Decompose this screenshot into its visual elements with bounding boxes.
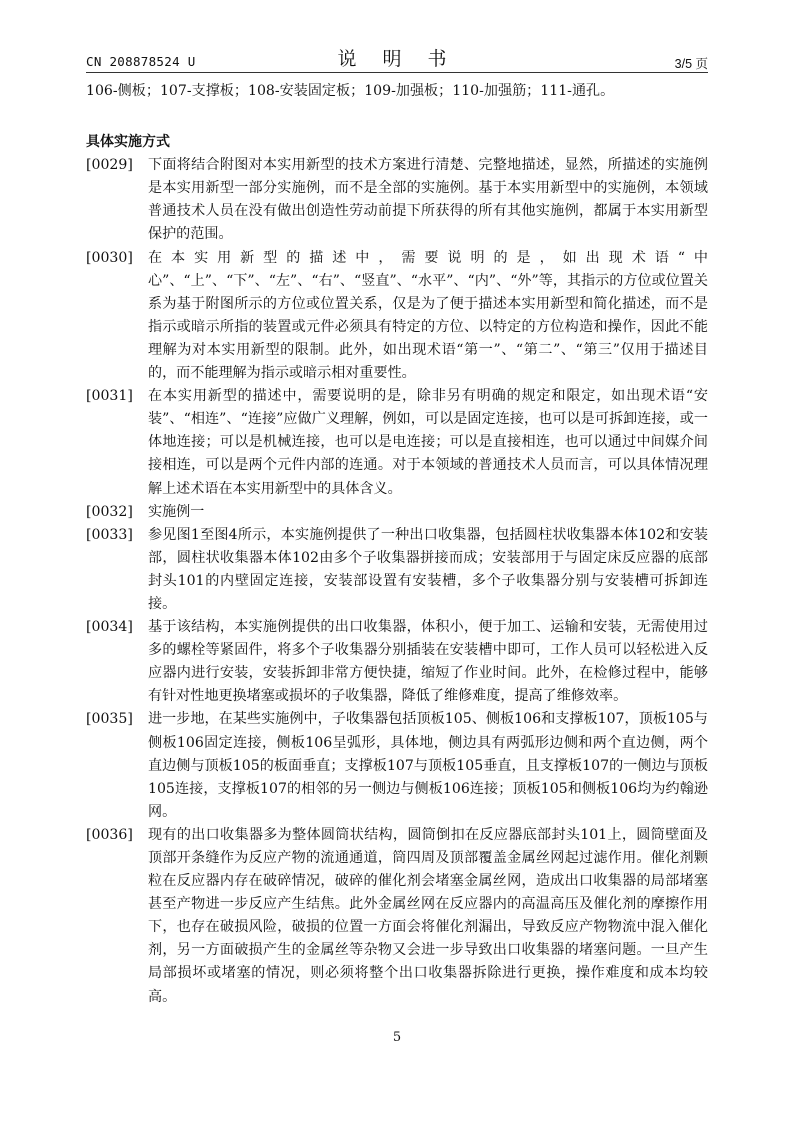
- paragraph-0029: [86, 154, 708, 246]
- paragraph-0036: [86, 824, 708, 1009]
- page-header: [86, 38, 708, 74]
- paragraph-number: [0030]: [86, 249, 133, 266]
- paragraph-0033: [86, 524, 708, 616]
- paragraph-number: [0035]: [86, 711, 133, 728]
- paragraph-0035: [86, 708, 708, 823]
- paragraph-text: 现有的出口收集器多为整体圆筒状结构，圆筒倒扣在反应器底部封头101上，圆筒壁面及顶部开条缝作为反应产物的流通通道，筒四周及顶部覆盖金属丝网起过滤作用。催化剂颗粒在反应器内存在破碎情况，破碎的催化剂会堵塞金属丝网，造成出口收集器的局部堵塞甚至产物进一步反应产生结焦。此外金属丝网在反应器内的高温高压及催化剂的摩擦作用下，也存在破损风险，破损的位置一方面会将催化剂漏出，导致反应产物物流中混入催化剂，另一方面破损产生的金属丝等杂物又会进一步导致出口收集器的堵塞问题。一旦产生局部损坏或堵塞的情况，则必须将整个出口收集器拆除进行更换，操作难度和成本均较高。: [148, 826, 708, 1005]
- continued-text: 106-侧板；107-支撑板；108-安装固定板；109-加强板；110-加强筋；111-通孔。: [86, 83, 615, 99]
- paragraph-number: [0034]: [86, 619, 133, 636]
- patent-number: CN 208878524 U: [86, 54, 196, 69]
- paragraph-text: 在本实用新型的描述中，需要说明的是，如出现术语“中心”、“上”、“下”、“左”、“右”、“竖直”、“水平”、“内”、“外”等，其指示的方位或位置关系为基于附图所示的方位或位置关系，仅是为了便于描述本实用新型和简化描述，而不是指示或暗示所指的装置或元件必须具有特定的方位、以特定的方位构造和操作，因此不能理解为对本实用新型的限制。此外，如出现术语“第一”、“第二”、“第三”仅用于描述目的，而不能理解为指示或暗示相对重要性。: [148, 249, 708, 382]
- paragraph-text: 进一步地，在某些实施例中，子收集器包括顶板105、侧板106和支撑板107，顶板105与侧板106固定连接，侧板106呈弧形，具体地，侧边具有两弧形边侧和两个直边侧，两个直边侧与顶板105的板面垂直；支撑板107与顶板105垂直，且支撑板107的一侧边与顶板105连接，支撑板107的相邻的另一侧边与侧板106连接；顶板105和侧板106均为约翰逊网。: [148, 711, 708, 820]
- paragraph-number: [0036]: [86, 826, 133, 843]
- paragraph-0032: [86, 501, 708, 524]
- paragraph-text: 在本实用新型的描述中，需要说明的是，除非另有明确的规定和限定，如出现术语“安装”、“相连”、“连接”应做广义理解，例如，可以是固定连接，也可以是可拆卸连接，或一体地连接；可以是机械连接，也可以是电连接；可以是直接相连，也可以通过中间媒介间接相连，可以是两个元件内部的连通。对于本领域的普通技术人员而言，可以具体情况理解上述术语在本实用新型中的具体含义。: [148, 388, 708, 497]
- paragraph-number: [0033]: [86, 526, 133, 543]
- document-title: 说 明 书: [337, 48, 457, 70]
- paragraph-0031: [86, 385, 708, 500]
- paragraph-text: 实施例一: [148, 503, 205, 520]
- document-body: [86, 80, 708, 1009]
- paragraph-0030: [86, 247, 708, 386]
- header-rule: [86, 72, 708, 73]
- paragraph-number: [0031]: [86, 388, 133, 405]
- paragraph-number: [0029]: [86, 157, 133, 174]
- paragraph-number: [0032]: [86, 503, 133, 520]
- paragraph-text: 参见图1至图4所示，本实施例提供了一种出口收集器，包括圆柱状收集器本体102和安装部，圆柱状收集器本体102由多个子收集器拼接而成；安装部用于与固定床反应器的底部封头101的内壁固定连接，安装部设置有安装槽，多个子收集器分别与安装槽可拆卸连接。: [148, 526, 708, 612]
- paragraph-text: 基于该结构，本实施例提供的出口收集器，体积小，便于加工、运输和安装，无需使用过多的螺栓等紧固件，将多个子收集器分别插装在安装槽中即可，工作人员可以轻松进入反应器内进行安装，安装拆卸非常方便快捷，缩短了作业时间。此外，在检修过程中，能够有针对性地更换堵塞或损坏的子收集器，降低了维修难度，提高了维修效率。: [148, 619, 708, 705]
- paragraph-0034: [86, 616, 708, 708]
- page-indicator: 3/5 页: [674, 57, 708, 71]
- page-number: 5: [392, 1030, 402, 1045]
- section-heading: 具体实施方式: [86, 134, 170, 151]
- paragraph-text: 下面将结合附图对本实用新型的技术方案进行清楚、完整地描述，显然，所描述的实施例是本实用新型一部分实施例，而不是全部的实施例。基于本实用新型中的实施例，本领域普通技术人员在没有做出创造性劳动前提下所获得的所有其他实施例，都属于本实用新型保护的范围。: [148, 157, 708, 243]
